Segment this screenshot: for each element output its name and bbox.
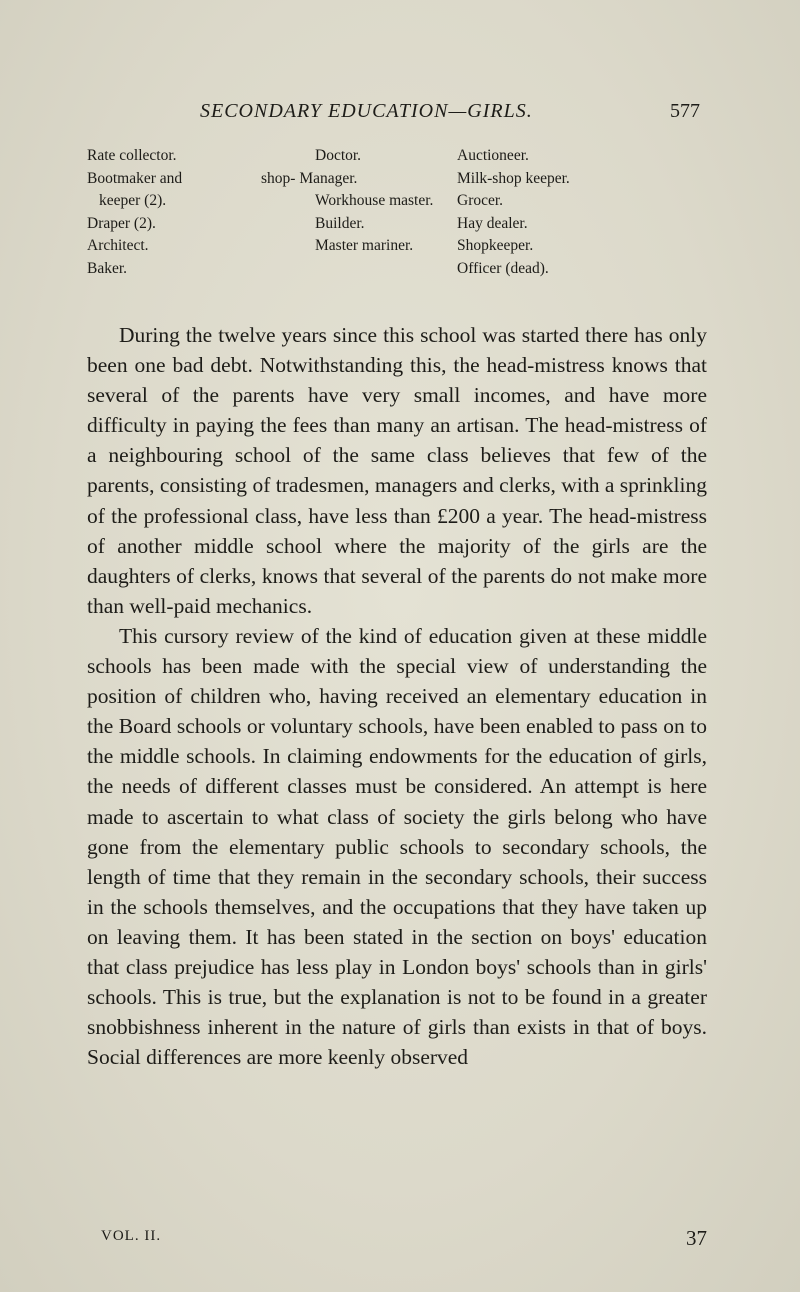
occupation-item: Grocer. xyxy=(457,192,504,209)
occupation-item: keeper (2). xyxy=(99,192,167,209)
occupation-item: Master mariner. xyxy=(315,237,414,254)
body-text xyxy=(87,320,707,1072)
occupations-list xyxy=(87,145,707,295)
occupations-column-2 xyxy=(261,145,481,258)
occupation-item: Doctor. xyxy=(315,147,362,164)
volume-label: VOL. II. xyxy=(101,1228,162,1244)
occupation-item: Officer (dead). xyxy=(457,259,549,277)
occupation-item: Milk-shop keeper. xyxy=(457,169,570,187)
occupation-item: Baker. xyxy=(87,259,128,277)
occupations-column-1 xyxy=(87,145,267,280)
paragraph: During the twelve years since this school was started there has only been one bad debt. Notwithstanding this, the head-mistress knows that several of the parents have very small incomes, and have more difficulty in paying the fees than many an artisan. The head-mistress of a neighbouring school of the same class believes that few of the parents, consisting of tradesmen, managers and clerks, with a sprinkling of the professional class, have less than £200 a year. The head-mistress of another middle school where the majority of the girls are the daughters of clerks, knows that several of the parents do not make more than well-paid mechanics. xyxy=(87,323,707,618)
occupation-item: Auctioneer. xyxy=(457,147,529,164)
page-footer xyxy=(87,1228,707,1256)
occupation-item: Shopkeeper. xyxy=(457,237,534,254)
occupation-item: shop- Manager. xyxy=(261,169,358,187)
signature-mark: 37 xyxy=(686,1226,707,1250)
occupations-column-3 xyxy=(457,145,707,280)
running-head xyxy=(200,100,700,128)
page-number: 577 xyxy=(670,100,700,122)
occupation-item: Builder. xyxy=(315,214,365,232)
occupation-item: Bootmaker and xyxy=(87,169,183,187)
occupation-item: Draper (2). xyxy=(87,214,156,232)
occupation-item: Architect. xyxy=(87,237,149,254)
occupation-item: Rate collector. xyxy=(87,147,177,164)
running-title: SECONDARY EDUCATION—GIRLS. xyxy=(200,100,533,122)
occupation-item: Workhouse master. xyxy=(315,192,434,209)
occupation-item: Hay dealer. xyxy=(457,214,528,232)
paragraph: This cursory review of the kind of education given at these middle schools has been made with the special view of understanding the position of children who, having received an elementary education in the Board schools or voluntary schools, have been enabled to pass on to the middle schools. In claiming endowments for the education of girls, the needs of different classes must be considered. An attempt is here made to ascertain to what class of society the girls belong who have gone from the elementary public schools to secondary schools, the length of time that they remain in the secondary schools, their success in the schools themselves, and the occupations that they have taken up on leaving them. It has been stated in the section on boys' education that class prejudice has less play in London boys' schools than in girls' schools. This is true, but the explanation is not to be found in a greater snobbishness inherent in the nature of girls than exists in that of boys. Social differences are more keenly observed xyxy=(87,623,707,1070)
